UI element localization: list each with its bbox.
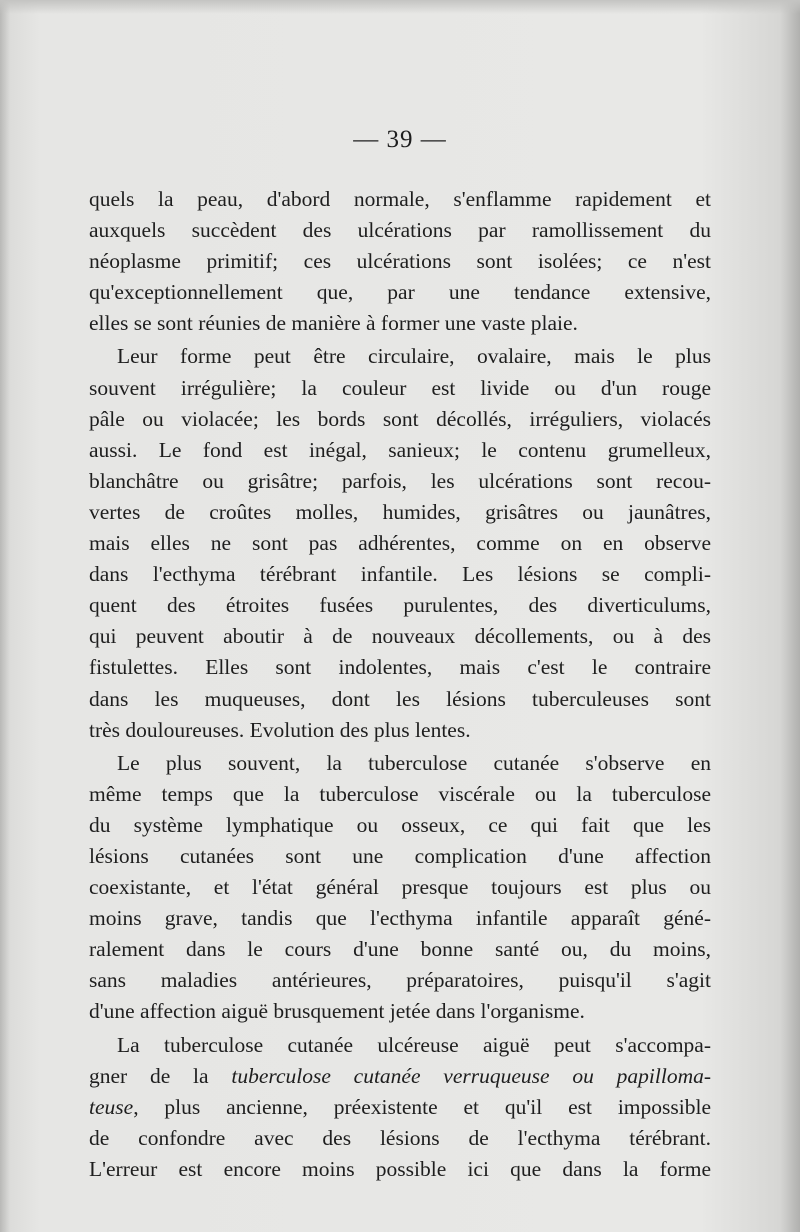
text-line (89, 1061, 711, 1092)
text-line: même temps que la tuberculose viscérale ou la tuberculose (89, 781, 711, 806)
text-line: vertes de croûtes molles, humides, grisâtres ou jaunâtres, (89, 499, 711, 524)
text-line: très douloureuses. Evolution des plus lentes. (89, 717, 471, 742)
text-line: lésions cutanées sont une complication d'une affection (89, 843, 711, 868)
text-line: Leur forme peut être circulaire, ovalaire, mais le plus (117, 344, 711, 369)
text-line: dans les muqueuses, dont les lésions tuberculeuses sont (89, 686, 711, 711)
text-line: dans l'ecthyma térébrant infantile. Les lésions se compli- (89, 562, 711, 587)
text-line: de confondre avec des lésions de l'ecthyma térébrant. (89, 1125, 711, 1150)
text-line: sans maladies antérieures, préparatoires, puisqu'il s'agit (89, 968, 711, 993)
text-line: blanchâtre ou grisâtre; parfois, les ulcérations sont recou- (89, 468, 711, 493)
text-line: néoplasme primitif; ces ulcérations sont isolées; ce n'est (89, 249, 711, 274)
text-line: L'erreur est encore moins possible ici que dans la forme (89, 1156, 711, 1181)
text-line: pâle ou violacée; les bords sont décollés, irréguliers, violacés (89, 406, 711, 431)
text-line: fistulettes. Elles sont indolentes, mais c'est le contraire (89, 655, 711, 680)
text-line: elles se sont réunies de manière à former une vaste plaie. (89, 311, 578, 336)
text-line: qu'exceptionnellement que, par une tendance extensive, (89, 280, 711, 305)
text-line (89, 1092, 711, 1123)
text-line: aussi. Le fond est inégal, sanieux; le contenu grumelleux, (89, 437, 711, 462)
text-line: souvent irrégulière; la couleur est livide ou d'un rouge (89, 375, 711, 400)
text-line: Le plus souvent, la tuberculose cutanée s'observe en (117, 750, 711, 775)
line-segment: gner de la (89, 1063, 232, 1088)
text-line: coexistante, et l'état général presque toujours est plus ou (89, 875, 711, 900)
text-line: d'une affection aiguë brusquement jetée dans l'organisme. (89, 999, 585, 1024)
italic-term: teuse (89, 1094, 134, 1119)
text-line: qui peuvent aboutir à de nouveaux décollements, ou à des (89, 624, 711, 649)
italic-term: tuberculose cutanée verruqueuse ou papilloma- (231, 1063, 711, 1088)
text-line: quent des étroites fusées purulentes, des diverticulums, (89, 593, 711, 618)
text-line: moins grave, tandis que l'ecthyma infantile apparaît géné- (89, 906, 711, 931)
text-line: ralement dans le cours d'une bonne santé ou, du moins, (89, 937, 711, 962)
line-segment: , plus ancienne, préexistente et qu'il est impossible (133, 1094, 711, 1119)
text-line: La tuberculose cutanée ulcéreuse aiguë peut s'accompa- (117, 1032, 711, 1057)
page-number: — 39 — (353, 126, 447, 153)
text-line: mais elles ne sont pas adhérentes, comme on en observe (89, 531, 711, 556)
text-line: quels la peau, d'abord normale, s'enflamme rapidement et (89, 187, 711, 211)
body-text (89, 184, 711, 1185)
text-line: auxquels succèdent des ulcérations par ramollissement du (89, 218, 711, 243)
page-edge-shadow (0, 0, 800, 14)
text-line: du système lymphatique ou osseux, ce qui fait que les (89, 812, 711, 837)
